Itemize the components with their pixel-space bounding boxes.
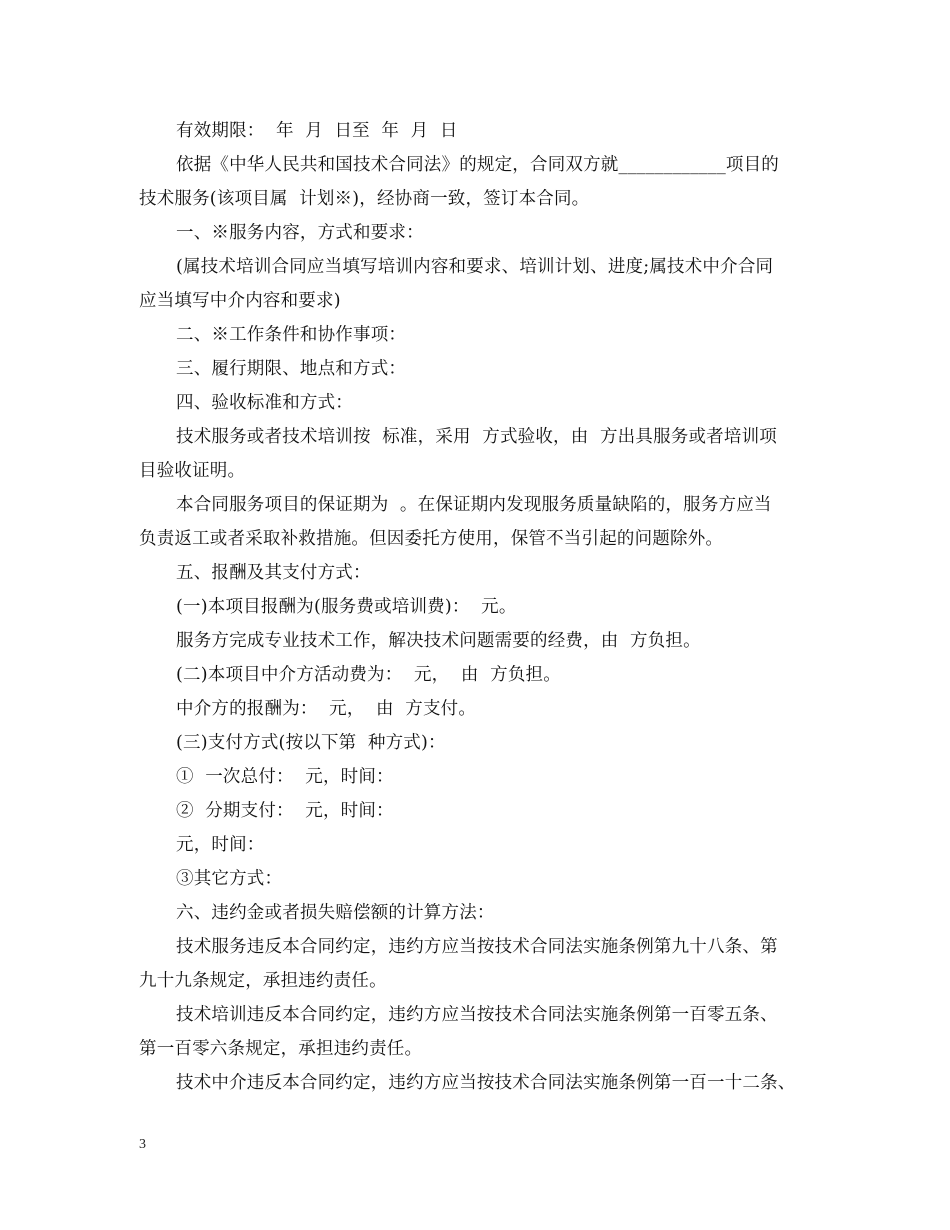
training-breach-paragraph: 技术培训违反本合同约定，违约方应当按技术合同法实施条例第一百零五条、 <box>176 1005 778 1025</box>
lump-sum-payment-line: ① 一次总付： 元，时间： <box>176 767 394 787</box>
warranty-paragraph: 本合同服务项目的保证期为 。在保证期内发现服务质量缺陷的，服务方应当 <box>176 495 772 515</box>
other-payment-line: ③其它方式： <box>176 869 283 889</box>
section-1-note: (属技术培训合同应当填写培训内容和要求、培训计划、进度;属技术中介合同 <box>176 257 774 277</box>
expense-responsibility-line: 服务方完成专业技术工作，解决技术问题需要的经费，由 方负担。 <box>176 631 701 651</box>
validity-period-line: 有效期限： 年 月 日至 年 月 日 <box>176 121 458 141</box>
section-4-heading: 四、验收标准和方式： <box>176 393 353 413</box>
service-breach-paragraph: 技术服务违反本合同约定，违约方应当按技术合同法实施条例第九十八条、第 <box>176 937 778 957</box>
section-3-heading: 三、履行期限、地点和方式： <box>176 359 407 379</box>
section-6-heading: 六、违约金或者损失赔偿额的计算方法： <box>176 903 495 923</box>
service-breach-continuation: 九十九条规定，承担违约责任。 <box>139 971 387 991</box>
training-breach-continuation: 第一百零六条规定，承担违约责任。 <box>139 1039 423 1059</box>
payment-item-1: (一)本项目报酬为(服务费或培训费)： 元。 <box>176 597 517 617</box>
section-2-heading: 二、※工作条件和协作事项： <box>176 325 407 345</box>
intermediary-breach-paragraph: 技术中介违反本合同约定，违约方应当按技术合同法实施条例第一百一十二条、 <box>176 1073 796 1093</box>
legal-basis-continuation: 技术服务(该项目属 计划※)，经协商一致，签订本合同。 <box>139 189 590 209</box>
section-1-heading: 一、※服务内容，方式和要求： <box>176 223 424 243</box>
page-number: 3 <box>139 1137 146 1152</box>
intermediary-fee-line: 中介方的报酬为： 元， 由 方支付。 <box>176 699 477 719</box>
acceptance-paragraph: 技术服务或者技术培训按 标准，采用 方式验收，由 方出具服务或者培训项 <box>176 427 777 447</box>
section-5-heading: 五、报酬及其支付方式： <box>176 563 371 583</box>
installment-payment-continuation: 元，时间： <box>176 835 265 855</box>
document-body <box>139 114 819 1100</box>
legal-basis-line: 依据《中华人民共和国技术合同法》的规定，合同双方就____________项目的 <box>176 155 779 175</box>
installment-payment-line: ② 分期支付： 元，时间： <box>176 801 394 821</box>
payment-item-3: (三)支付方式(按以下第 种方式)： <box>176 733 446 753</box>
acceptance-paragraph-continuation: 目验收证明。 <box>139 461 246 481</box>
section-1-note-continuation: 应当填写中介内容和要求) <box>139 291 341 311</box>
payment-item-2: (二)本项目中介方活动费为： 元， 由 方负担。 <box>176 665 561 685</box>
warranty-paragraph-continuation: 负责返工或者采取补救措施。但因委托方使用，保管不当引起的问题除外。 <box>139 529 724 549</box>
